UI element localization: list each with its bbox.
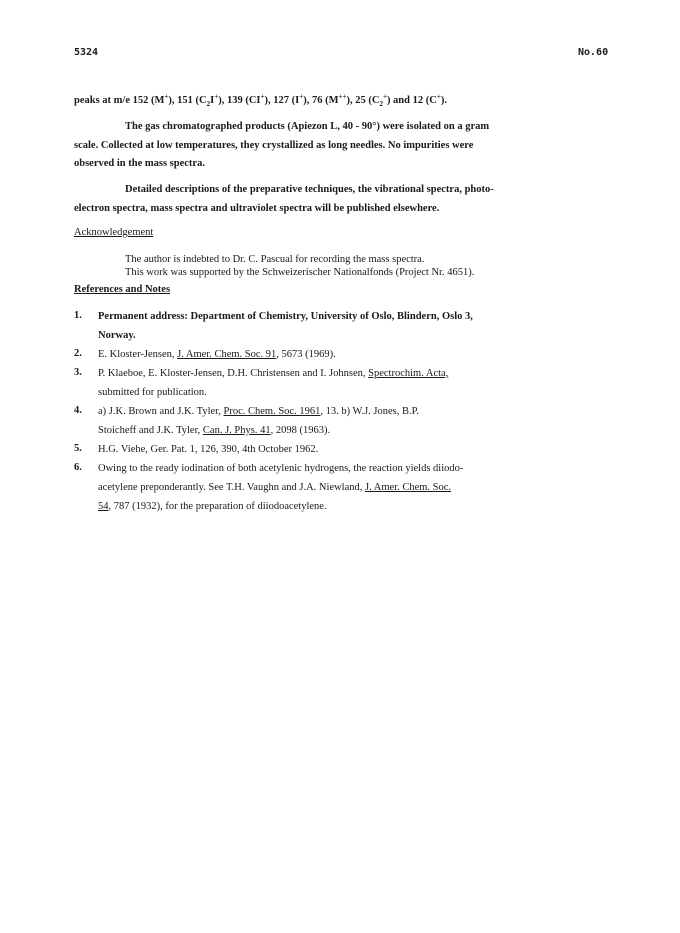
acknowledgement-line-1: The author is indebted to Dr. C. Pascual for recording the mass spectra. [125, 254, 425, 265]
reference-number: 1. [74, 310, 82, 321]
peaks-line: peaks at m/e 152 (M+), 151 $(C_2I^+)$, 139 (CI+), 127 (I+), 76 (M++), 25 $(C_2^+)$ and 12 (C+). [74, 92, 447, 109]
journal-citation: Spectrochim. Acta, [368, 368, 449, 379]
paragraph-2-line-2: electron spectra, mass spectra and ultraviolet spectra will be published elsewhere. [74, 203, 440, 214]
reference-number: 3. [74, 367, 82, 378]
acknowledgement-heading: Acknowledgement [74, 227, 154, 238]
acknowledgement-line-2: This work was supported by the Schweizerischer Nationalfonds (Project Nr. 4651). [125, 267, 475, 278]
reference-6-line-1: Owing to the ready iodination of both acetylenic hydrogens, the reaction yields diiodo- [98, 463, 464, 474]
journal-citation: J. Amer. Chem. Soc. 91 [177, 349, 277, 360]
reference-6-line-2: acetylene preponderantly. See T.H. Vaughn and J.A. Niewland, J. Amer. Chem. Soc. [98, 482, 452, 493]
reference-3-line-1: P. Klaeboe, E. Kloster-Jensen, D.H. Christensen and I. Johnsen, Spectrochim. Acta, [98, 368, 449, 379]
paragraph-1-line-2: scale. Collected at low temperatures, they crystallized as long needles. No impurities were [74, 140, 474, 151]
reference-5-line-1: H.G. Viehe, Ger. Pat. 1, 126, 390, 4th October 1962. [98, 444, 319, 455]
paragraph-1-line-3: observed in the mass spectra. [74, 158, 205, 169]
reference-2-line-1: E. Kloster-Jensen, J. Amer. Chem. Soc. 91, 5673 (1969). [98, 349, 336, 360]
journal-citation: Proc. Chem. Soc. 1961 [223, 406, 321, 417]
paragraph-2-line-1: Detailed descriptions of the preparative techniques, the vibrational spectra, photo- [125, 184, 494, 195]
issue-number: No.60 [578, 47, 609, 58]
reference-number: 2. [74, 348, 82, 359]
journal-citation: J. Amer. Chem. Soc. [365, 482, 452, 493]
journal-citation: Can. J. Phys. 41 [202, 425, 271, 436]
page-number: 5324 [74, 47, 99, 58]
reference-1-line-2: Norway. [98, 330, 136, 341]
reference-number: 6. [74, 462, 82, 473]
reference-number: 5. [74, 443, 82, 454]
reference-4-line-2: Stoicheff and J.K. Tyler, Can. J. Phys. 41, 2098 (1963). [98, 425, 331, 436]
reference-4-line-1: a) J.K. Brown and J.K. Tyler, Proc. Chem. Soc. 1961, 13. b) W.J. Jones, B.P. [98, 406, 419, 417]
references-heading: References and Notes [74, 284, 171, 295]
reference-1-line-1: Permanent address: Department of Chemistry, University of Oslo, Blindern, Oslo 3, [98, 311, 473, 322]
reference-6-line-3: 54, 787 (1932), for the preparation of diiodoacetylene. [98, 501, 327, 512]
reference-number: 4. [74, 405, 82, 416]
reference-3-line-2: submitted for publication. [98, 387, 207, 398]
journal-volume: 54 [98, 501, 109, 512]
paragraph-1-line-1: The gas chromatographed products (Apiezon L, 40 - 90°) were isolated on a gram [125, 121, 490, 132]
